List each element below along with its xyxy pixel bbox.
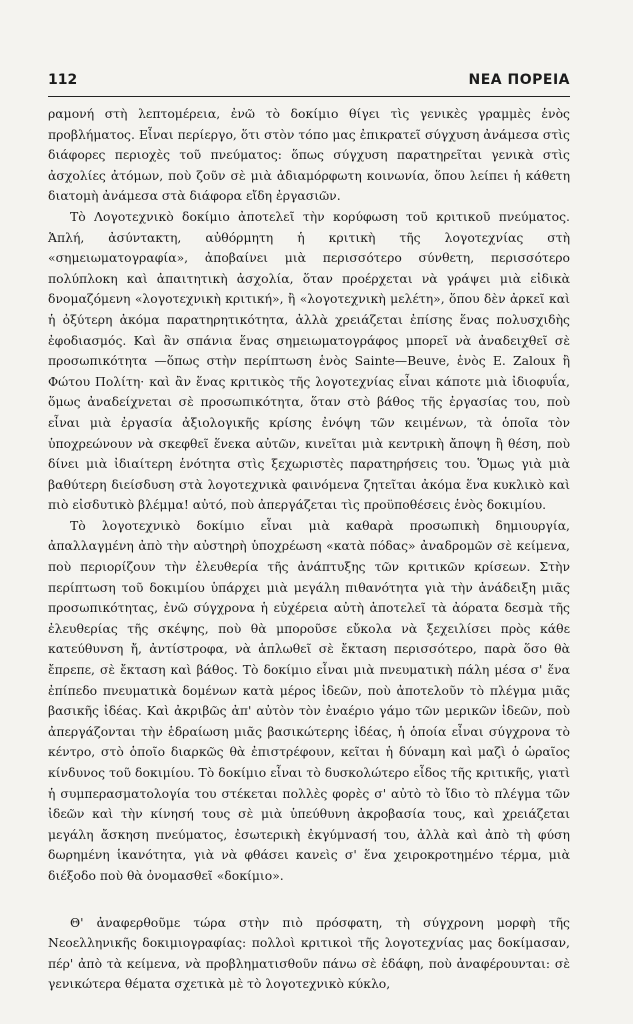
header-rule [48, 96, 570, 97]
paragraph-3: Τὸ λογοτεχνικὸ δοκίμιο εἶναι μιὰ καθαρὰ προσωπικὴ δημιουργία, ἀπαλλαγμένη ἀπὸ τὴν αὐστηρὴ ὑποχρέωση «κατὰ πόδας» ἀναδρομῶν σὲ κείμενα, ποὺ περιορίζουν τὴν ἐλευθερία τῆς ἀνάπτυξης τῶν κριτικῶν κρίσεων. Στὴν περίπτωση τοῦ δοκιμίου ὑπάρχει μιὰ μεγάλη πιθανότητα γιὰ τὴν ἀνάδειξη μιᾶς προσωπικότητας, ἐνῶ σύγχρονα ἡ εὐχέρεια αὐτὴ ἀποτελεῖ τὰ ἀόρατα δεσμὰ τῆς ἐλευθερίας τῆς σκέψης, ποὺ θὰ μποροῦσε εὔκολα νὰ ξεχειλίσει πρὸς κάθε κατεύθυνση ἤ, ἀντίστροφα, νὰ ἁπλωθεῖ σὲ ἔκταση περισσότερο, παρὰ ὅσο θὰ ἔπρεπε, σὲ ἔκταση καὶ βάθος. Τὸ δοκίμιο εἶναι μιὰ πνευματικὴ πάλη μέσα σ' ἕνα ἐπίπεδο πνευματικὰ δομένων κατὰ μέρος ἰδεῶν, ποὺ ἀποτελοῦν τὸ πλέγμα μιᾶς βασικῆς ἰδέας. Καὶ ἀκριβῶς ἀπ' αὐτὸν τὸν ἐναέριο γάμο τῶν μερικῶν ἰδεῶν, ποὺ ἀπεργάζονται τὴν ἑδραίωση μιᾶς βασικώτερης ἰδέας, ἡ ὁποία εἶναι σύγχρονα τὸ κέντρο, στὸ ὁποῖο διαρκῶς θὰ ἐπιστρέφουν, κεῖται ἡ δύναμη καὶ μαζὶ ὁ ὡραῖος κίνδυνος τοῦ δοκιμίου. Τὸ δοκίμιο εἶναι τὸ δυσκολώτερο εἶδος τῆς κριτικῆς, γιατὶ ἡ συμπερασματολογία του στέκεται πολλὲς φορὲς σ' αὐτὸ τὸ ἴδιο τὸ πλέγμα τῶν ἰδεῶν καὶ τὴν κίνησή τους σὲ μιὰ ὑπεύθυνη ἀκροβασία τους, καὶ χρειάζεται μεγάλη ἄσκηση πνεύματος, ἐσωτερικὴ ἐκγύμνασή του, ἀλλὰ καὶ ἀπὸ τὴ φύση δωρημένη ἱκανότητα, γιὰ νὰ φθάσει κανεὶς σ' ἕνα χειροκροτημένο τέρμα, μιὰ διέξοδο ποὺ θὰ ὀνομασθεῖ «δοκίμιο». [48, 517, 570, 883]
page-number: 112 [48, 72, 78, 88]
paragraph-2: Τὸ Λογοτεχνικὸ δοκίμιο ἀποτελεῖ τὴν κορύφωση τοῦ κριτικοῦ πνεύματος. Ἁπλή, ἀσύντακτη, αὐθόρμητη ἡ κριτικὴ τῆς λογοτεχνίας στὴ «σημειωματογραφία», ἀποβαίνει μιὰ περισσότερο σύνθετη, περισσότερο πολύπλοκη καὶ ἀπαιτητικὴ ἀσχολία, ὅταν προέρχεται νὰ γράψει μιὰ εἰδικὰ δνομαζόμενη «λογοτεχνικὴ κριτική», ἢ «λογοτεχνικὴ μελέτη», ὅπου δὲν ἀρκεῖ καὶ ἡ ὀξύτερη ἀκόμα παρατηρητικότητα, ἀλλὰ χρειάζεται ἐπίσης ἕνας πολυσχιδὴς ἐφοδιασμός. Καὶ ἂν σπάνια ἕνας σημειωματογράφος μπορεῖ νὰ ἀναδειχθεῖ σὲ προσωπικότητα —ὅπως στὴν περίπτωση ἑνὸς Sainte—Beuve, ἑνὸς E. Zaloux ἢ Φώτου Πολίτη· καὶ ἂν ἕνας κριτικὸς τῆς λογοτεχνίας εἶναι κάποτε μιὰ ἰδιοφυΐα, ὅμως ἀναδείχνεται σὲ προσωπικότητα, ὅταν στὸ βάθος τῆς ἐργασίας του, ποὺ εἶναι μιὰ ἐργασία ἀξιολογικῆς κρίσης ἐνόψη τῶν κειμένων, τὰ ὁποῖα τὸν ὑποχρεώνουν νὰ σκεφθεῖ ἕνεκα αὐτῶν, κινεῖται μιὰ κεντρικὴ ἄποψη ἢ θέση, ποὺ δίνει μιὰ ἰδιαίτερη ἑνότητα στὶς ξεχωριστὲς παρατηρήσεις του. Ὅμως γιὰ μιὰ βαθύτερη διείσδυση στὰ λογοτεχνικὰ φαινόμενα ζητεῖται ἀκόμα ἕνα κυκλικὸ καὶ πιὸ εἰσδυτικὸ βλέμμα! αὐτό, ποὺ ἀπεργάζεται τὶς προϋποθέσεις ἑνὸς δοκιμίου. [48, 208, 570, 513]
paragraph-4: Θ' ἀναφερθοῦμε τώρα στὴν πιὸ πρόσφατη, τὴ σύγχρονη μορφὴ τῆς Νεοελληνικῆς δοκιμιογραφίας: πολλοὶ κριτικοὶ τῆς λογοτεχνίας μας δοκίμασαν, πέρ' ἀπὸ τὰ κείμενα, νὰ προβληματισθοῦν πάνω σὲ ἐδάφη, ποὺ ἀναφέρουνται: σὲ γενικώτερα θέματα σχετικὰ μὲ τὸ λογοτεχνικὸ κύκλο, [48, 914, 570, 992]
page-header [48, 72, 570, 94]
running-title: ΝΕΑ ΠΟΡΕΙΑ [468, 72, 570, 88]
paragraph-1: ραμονή στὴ λεπτομέρεια, ἐνῶ τὸ δοκίμιο θίγει τὶς γενικὲς γραμμὲς ἑνὸς προβλήματος. Εἶναι περίεργο, ὅτι στὸν τόπο μας ἐπικρατεῖ σύγχυση ἀνάμεσα στὶς διάφορες περιοχὲς τοῦ πνεύματος: ὅπως σύγχυση παρατηρεῖται γενικὰ στὶς ἀσχολίες ἀτόμων, ποὺ ζοῦν σὲ μιὰ ἀδιαμόρφωτη κοινωνία, ὅπου λείπει ἡ κάθετη διατομὴ ἀνάμεσα στὰ διάφορα εἴδη ἐργασιῶν. [48, 106, 570, 204]
section-gap [48, 887, 570, 913]
body-text [48, 104, 570, 995]
